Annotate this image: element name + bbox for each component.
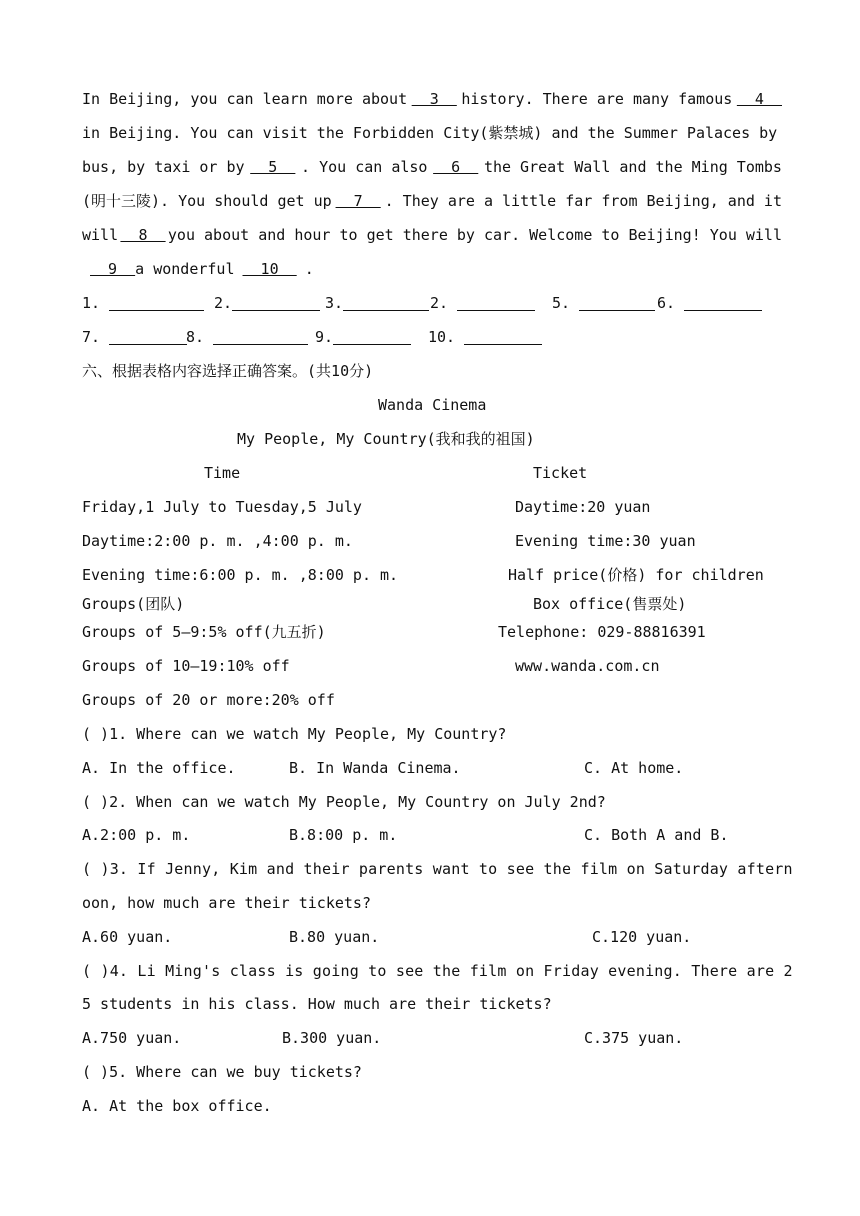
blank-6: 6 bbox=[433, 158, 479, 176]
answer-6: 6. bbox=[657, 286, 762, 320]
box-office: Box office(售票处) bbox=[533, 595, 687, 613]
passage-line-6: 9 a wonderful 10 . bbox=[82, 252, 782, 286]
answer-line-3[interactable] bbox=[343, 286, 429, 311]
website: www.wanda.com.cn bbox=[515, 657, 660, 675]
blank-4: 4 bbox=[736, 90, 782, 108]
price-children: Half price(价格) for children bbox=[508, 566, 764, 584]
groups-5-9: Groups of 5—9:5% off(九五折) bbox=[82, 623, 326, 641]
question-5: ( )5. Where can we buy tickets? bbox=[82, 1063, 362, 1081]
q2-option-b: B.8:00 p. m. bbox=[289, 826, 398, 844]
passage-line-3: bus, by taxi or by 5 . You can also 6 the Great Wall and the Ming Tombs bbox=[82, 150, 782, 184]
answer-line-6[interactable] bbox=[684, 286, 762, 311]
price-evening: Evening time:30 yuan bbox=[515, 532, 696, 550]
passage bbox=[82, 82, 782, 286]
question-3-line-1: ( )3. If Jenny, Kim and their parents want to see the film on Saturday aftern bbox=[82, 860, 793, 878]
q2-option-c: C. Both A and B. bbox=[584, 826, 729, 844]
schedule-evening: Evening time:6:00 p. m. ,8:00 p. m. bbox=[82, 566, 399, 584]
answer-10: 10. bbox=[428, 320, 542, 354]
blank-8: 8 bbox=[120, 226, 166, 244]
answer-line-10[interactable] bbox=[464, 320, 542, 345]
answer-row-2 bbox=[82, 320, 782, 354]
telephone: Telephone: 029-88816391 bbox=[498, 623, 706, 641]
price-daytime: Daytime:20 yuan bbox=[515, 498, 651, 516]
answer-4: 2. bbox=[430, 286, 535, 320]
film-title: My People, My Country(我和我的祖国) bbox=[237, 430, 535, 448]
answer-line-1[interactable] bbox=[109, 286, 204, 311]
answer-line-4[interactable] bbox=[457, 286, 535, 311]
blank-7: 7 bbox=[335, 192, 381, 210]
groups-20-more: Groups of 20 or more:20% off bbox=[82, 691, 335, 709]
passage-line-5: will 8 you about and hour to get there by car. Welcome to Beijing! You will bbox=[82, 218, 782, 252]
q3-option-a: A.60 yuan. bbox=[82, 928, 173, 946]
question-4-line-2: 5 students in his class. How much are their tickets? bbox=[82, 995, 552, 1013]
passage-line-2: in Beijing. You can visit the Forbidden City(紫禁城) and the Summer Palaces by bbox=[82, 124, 778, 142]
time-header: Time bbox=[204, 464, 241, 482]
q3-option-b: B.80 yuan. bbox=[289, 928, 380, 946]
passage-line-1: In Beijing, you can learn more about 3 history. There are many famous 4 bbox=[82, 82, 782, 116]
answer-line-8[interactable] bbox=[213, 320, 308, 345]
passage-line-4: (明十三陵). You should get up 7 . They are a little far from Beijing, and it bbox=[82, 184, 782, 218]
schedule-dates: Friday,1 July to Tuesday,5 July bbox=[82, 498, 362, 516]
answer-line-7[interactable] bbox=[109, 320, 187, 345]
question-3-line-2: oon, how much are their tickets? bbox=[82, 894, 371, 912]
groups-10-19: Groups of 10—19:10% off bbox=[82, 657, 290, 675]
question-1: ( )1. Where can we watch My People, My Country? bbox=[82, 725, 507, 743]
q4-option-a: A.750 yuan. bbox=[82, 1029, 182, 1047]
answer-2: 2. bbox=[214, 286, 320, 320]
answer-8: 8. bbox=[186, 320, 308, 354]
blank-3: 3 bbox=[411, 90, 457, 108]
q1-option-c: C. At home. bbox=[584, 759, 684, 777]
q5-option-a: A. At the box office. bbox=[82, 1097, 272, 1115]
question-4-line-1: ( )4. Li Ming's class is going to see the film on Friday evening. There are 2 bbox=[82, 962, 793, 980]
answer-line-9[interactable] bbox=[333, 320, 411, 345]
blank-9: 9 bbox=[90, 260, 136, 278]
answer-line-5[interactable] bbox=[579, 286, 655, 311]
q1-option-b: B. In Wanda Cinema. bbox=[289, 759, 461, 777]
ticket-header: Ticket bbox=[533, 464, 588, 482]
section-6-heading: 六、根据表格内容选择正确答案。(共10分) bbox=[82, 362, 374, 380]
answer-7: 7. bbox=[82, 320, 187, 354]
answer-line-2[interactable] bbox=[232, 286, 320, 311]
answer-9: 9. bbox=[315, 320, 411, 354]
blank-10: 10 bbox=[242, 260, 297, 278]
q3-option-c: C.120 yuan. bbox=[592, 928, 692, 946]
question-2: ( )2. When can we watch My People, My Country on July 2nd? bbox=[82, 793, 606, 811]
q1-option-a: A. In the office. bbox=[82, 759, 236, 777]
groups-heading: Groups(团队) bbox=[82, 595, 185, 613]
answer-1: 1. bbox=[82, 286, 204, 320]
blank-5: 5 bbox=[250, 158, 296, 176]
q2-option-a: A.2:00 p. m. bbox=[82, 826, 191, 844]
answer-3: 3. bbox=[325, 286, 429, 320]
q4-option-b: B.300 yuan. bbox=[282, 1029, 382, 1047]
answer-5: 5. bbox=[552, 286, 655, 320]
q4-option-c: C.375 yuan. bbox=[584, 1029, 684, 1047]
schedule-daytime: Daytime:2:00 p. m. ,4:00 p. m. bbox=[82, 532, 353, 550]
cinema-name: Wanda Cinema bbox=[378, 396, 487, 414]
answer-row-1 bbox=[82, 286, 782, 320]
